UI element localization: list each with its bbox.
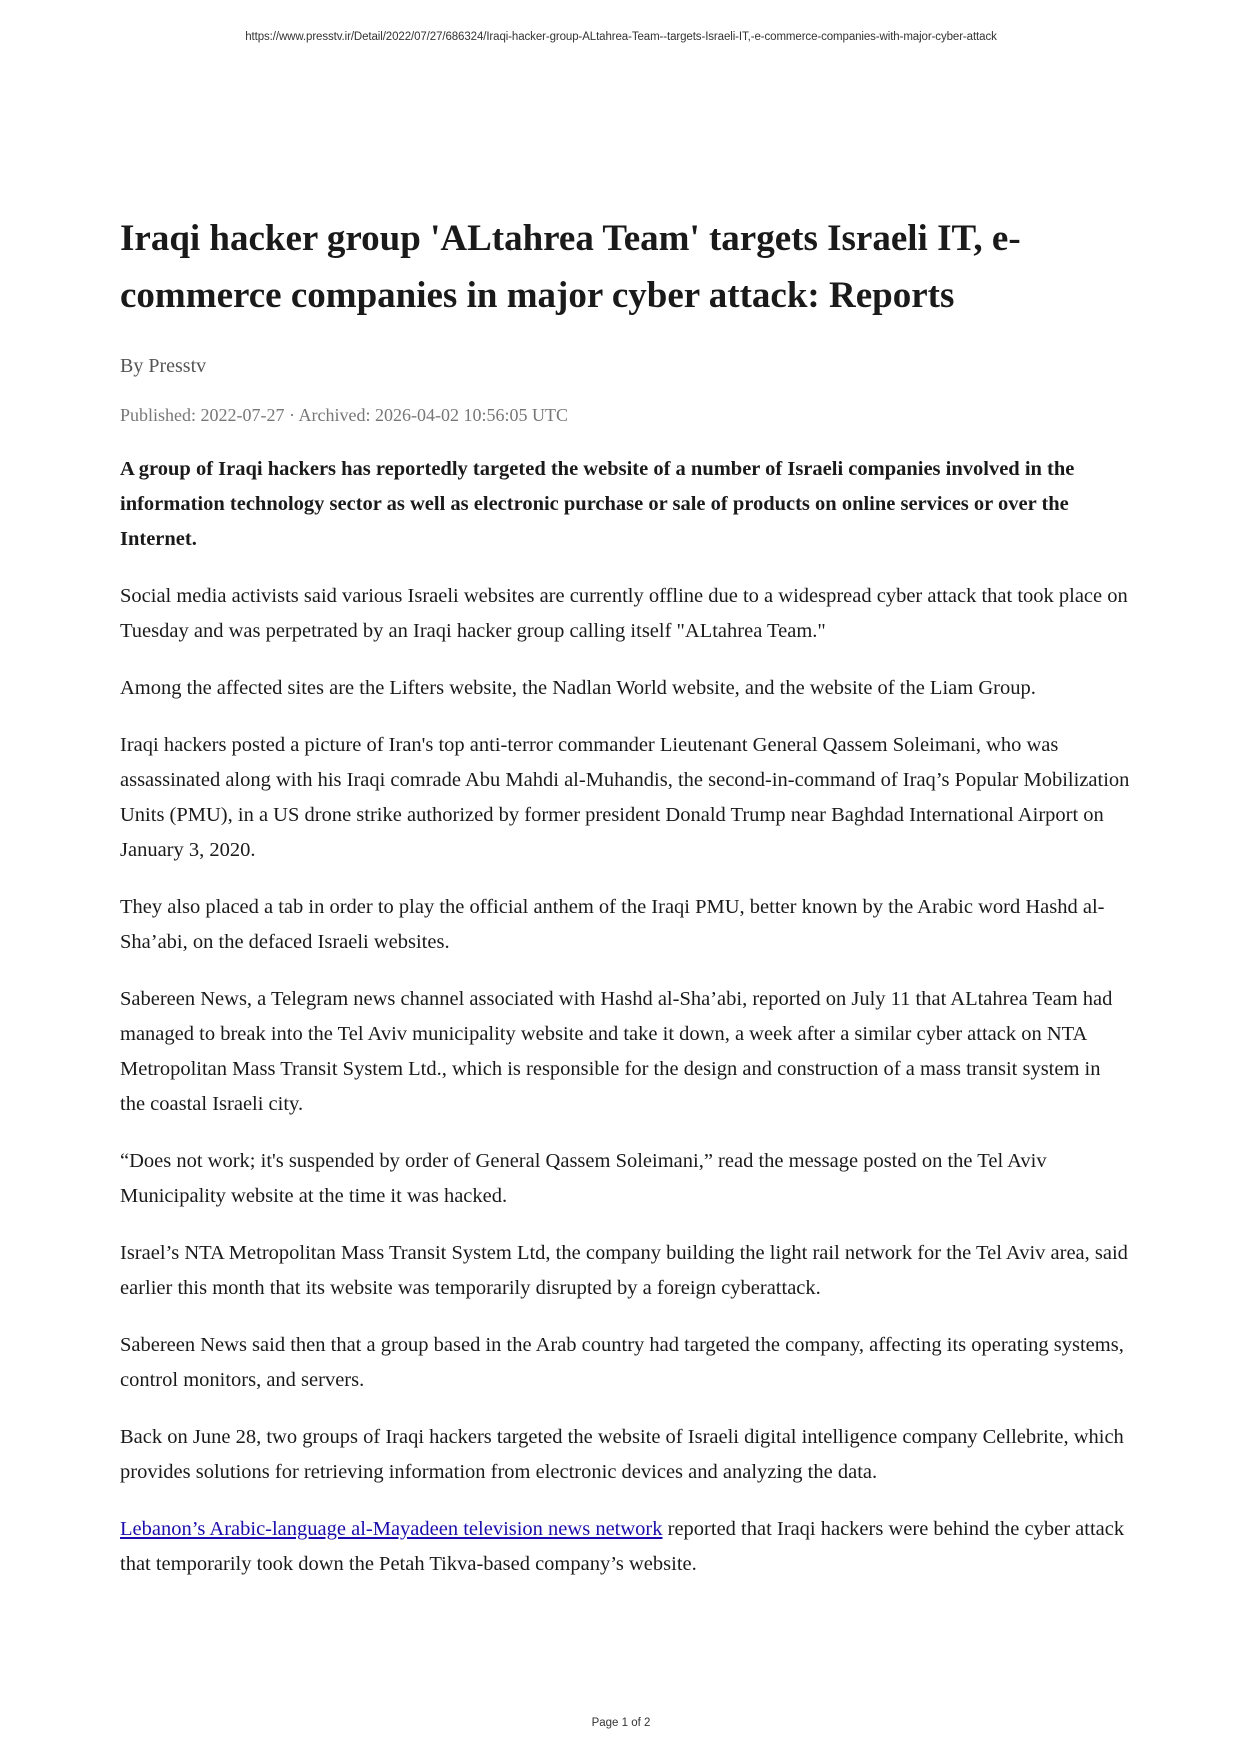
paragraph: Sabereen News said then that a group based in the Arab country had targeted the company, affecting its operating systems, control monitors, and servers. — [120, 1334, 1124, 1391]
paragraph: Israel’s NTA Metropolitan Mass Transit System Ltd, the company building the light rail network for the Tel Aviv area, said earlier this month that its website was temporarily disrupted by a foreign cyberattack. — [120, 1242, 1128, 1299]
page-url: https://www.presstv.ir/Detail/2022/07/27/686324/Iraqi-hacker-group-ALtahrea-Team--targets-Israeli-IT,-e-commerce-companies-with-major-cyber-attack — [245, 31, 997, 43]
article — [120, 210, 1130, 1582]
paragraph: They also placed a tab in order to play the official anthem of the Iraqi PMU, better known by the Arabic word Hashd al-Sha’abi, on the defaced Israeli websites. — [120, 896, 1105, 953]
byline: By Presstv — [120, 355, 207, 377]
page-number: Page 1 of 2 — [591, 1717, 651, 1729]
paragraph: Back on June 28, two groups of Iraqi hackers targeted the website of Israeli digital intelligence company Cellebrite, which provides solutions for retrieving information from electronic devices and analyzing the data. — [120, 1426, 1124, 1483]
paragraph: Iraqi hackers posted a picture of Iran's top anti-terror commander Lieutenant General Qassem Soleimani, who was assassinated along with his Iraqi comrade Abu Mahdi al-Muhandis, the second-in-command of Iraq’s Popular Mobilization Units (PMU), in a US drone strike authorized by former president Donald Trump near Baghdad International Airport on January 3, 2020. — [120, 734, 1130, 861]
paragraph: “Does not work; it's suspended by order of General Qassem Soleimani,” read the message posted on the Tel Aviv Municipality website at the time it was hacked. — [120, 1150, 1047, 1207]
publish-meta: Published: 2022-07-27 · Archived: 2026-04-02 10:56:05 UTC — [120, 405, 568, 425]
paragraph-text: reported that Iraqi hackers were behind the cyber attack that temporarily took down the Petah Tikva-based company’s website. — [120, 1518, 1125, 1575]
paragraph: Social media activists said various Israeli websites are currently offline due to a widespread cyber attack that took place on Tuesday and was perpetrated by an Iraqi hacker group calling itself "ALtahrea Team." — [120, 585, 1128, 642]
al-mayadeen-link[interactable]: Lebanon’s Arabic-language al-Mayadeen television news network — [120, 1518, 663, 1540]
paragraph: Among the affected sites are the Lifters website, the Nadlan World website, and the website of the Liam Group. — [120, 677, 1036, 699]
article-title: Iraqi hacker group 'ALtahrea Team' targets Israeli IT, e-commerce companies in major cyber attack: Reports — [120, 218, 1021, 316]
paragraph: Sabereen News, a Telegram news channel associated with Hashd al-Sha’abi, reported on July 11 that ALtahrea Team had managed to break into the Tel Aviv municipality website and take it down, a week after a similar cyber attack on NTA Metropolitan Mass Transit System Ltd., which is responsible for the design and construction of a mass transit system in the coastal Israeli city. — [120, 988, 1113, 1115]
article-lead: A group of Iraqi hackers has reportedly targeted the website of a number of Israeli companies involved in the information technology sector as well as electronic purchase or sale of products on online services or over the Internet. — [120, 458, 1075, 550]
paragraph-with-link — [120, 1512, 1130, 1582]
